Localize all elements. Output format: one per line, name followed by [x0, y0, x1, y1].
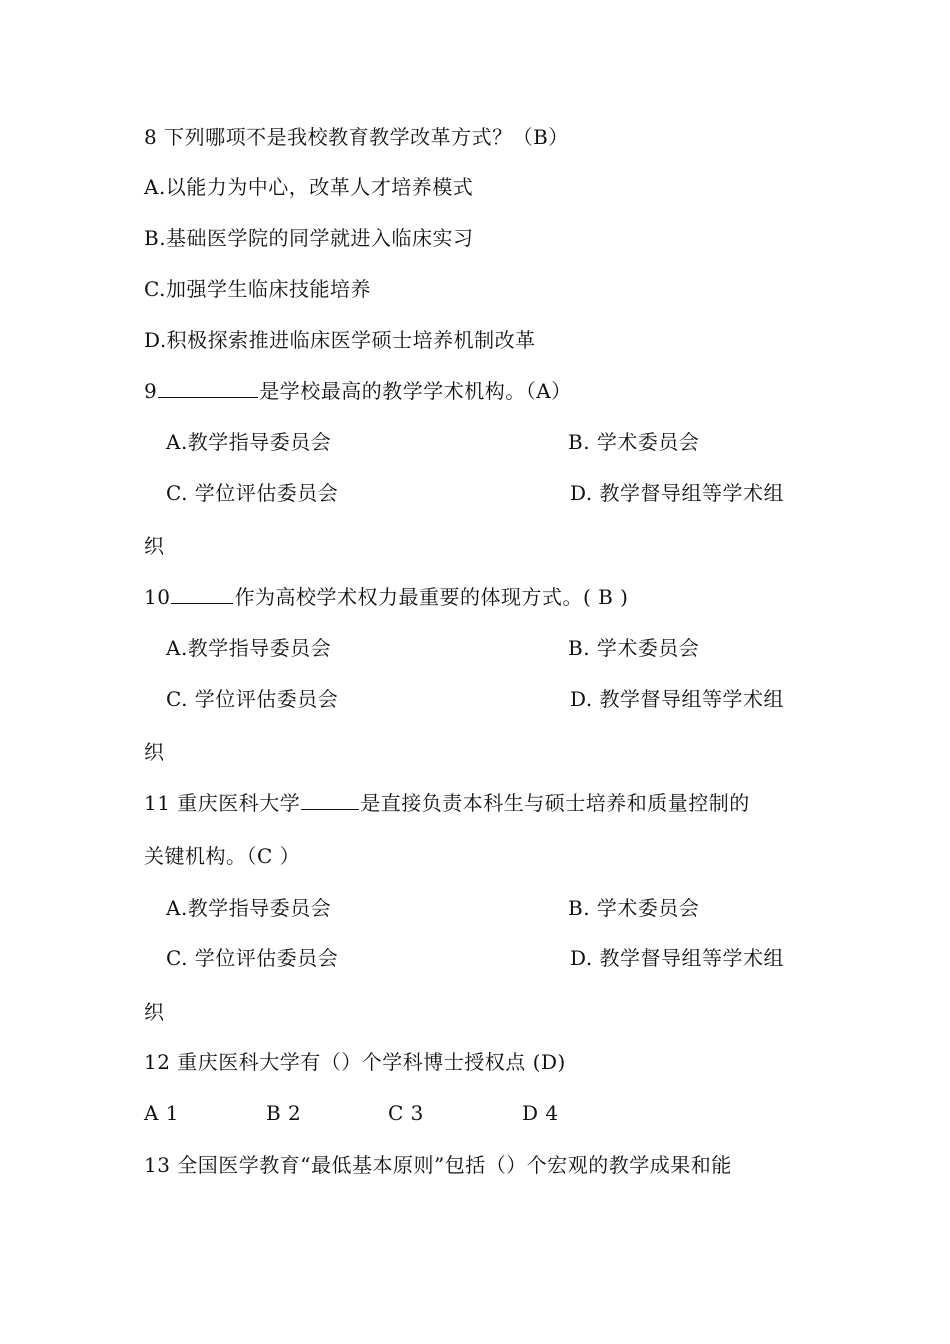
question-9-stem — [144, 376, 572, 406]
question-8-option-c: C.加强学生临床技能培养 — [144, 277, 371, 301]
question-9-option-c: C. 学位评估委员会 — [166, 481, 339, 505]
question-11-option-c: C. 学位评估委员会 — [166, 946, 339, 970]
question-9-stem-text: 是学校最高的教学学术机构。（A） — [259, 379, 572, 403]
question-9-number: 9 — [144, 379, 158, 403]
question-11-option-d: D. 教学督导组等学术组 — [570, 946, 785, 970]
question-9-option-b: B. 学术委员会 — [568, 430, 700, 454]
question-11-option-b: B. 学术委员会 — [568, 896, 700, 920]
question-8-option-d: D.积极探索推进临床医学硕士培养机制改革 — [144, 328, 536, 352]
question-8-stem: 8 下列哪项不是我校教育教学改革方式？（B） — [144, 125, 569, 149]
question-13-stem: 13 全国医学教育“最低基本原则”包括（）个宏观的教学成果和能 — [144, 1153, 732, 1177]
question-10-option-c: C. 学位评估委员会 — [166, 687, 339, 711]
question-11-stem-line2: 关键机构。（C ） — [144, 844, 301, 868]
question-12-option-a: A 1 — [144, 1101, 180, 1125]
question-10-option-d: D. 教学督导组等学术组 — [570, 687, 785, 711]
question-12-option-c: C 3 — [388, 1101, 424, 1125]
question-10-stem — [144, 582, 628, 612]
question-10-option-a: A.教学指导委员会 — [166, 636, 332, 660]
question-11-stem-start: 11 重庆医科大学 — [144, 791, 301, 815]
question-12-option-b: B 2 — [266, 1101, 302, 1125]
question-8-option-b: B.基础医学院的同学就进入临床实习 — [144, 226, 474, 250]
question-9-option-d-wrap: 织 — [144, 534, 165, 558]
question-11-option-a: A.教学指导委员会 — [166, 896, 332, 920]
question-11-stem-text: 是直接负责本科生与硕士培养和质量控制的 — [360, 791, 750, 815]
question-12-stem: 12 重庆医科大学有（）个学科博士授权点 (D) — [144, 1050, 566, 1074]
question-12-option-d: D 4 — [522, 1101, 559, 1125]
answer-blank — [158, 377, 258, 398]
question-10-number: 10 — [144, 585, 171, 609]
question-9-option-a: A.教学指导委员会 — [166, 430, 332, 454]
question-9-option-d: D. 教学督导组等学术组 — [570, 481, 785, 505]
answer-blank — [171, 583, 233, 604]
question-10-stem-text: 作为高校学术权力最重要的体现方式。( B ) — [234, 585, 629, 609]
question-8-option-a: A.以能力为中心，改革人才培养模式 — [144, 175, 474, 199]
question-11-option-d-wrap: 织 — [144, 1000, 165, 1024]
question-11-stem — [144, 788, 750, 818]
question-10-option-d-wrap: 织 — [144, 740, 165, 764]
answer-blank — [301, 789, 359, 810]
question-10-option-b: B. 学术委员会 — [568, 636, 700, 660]
